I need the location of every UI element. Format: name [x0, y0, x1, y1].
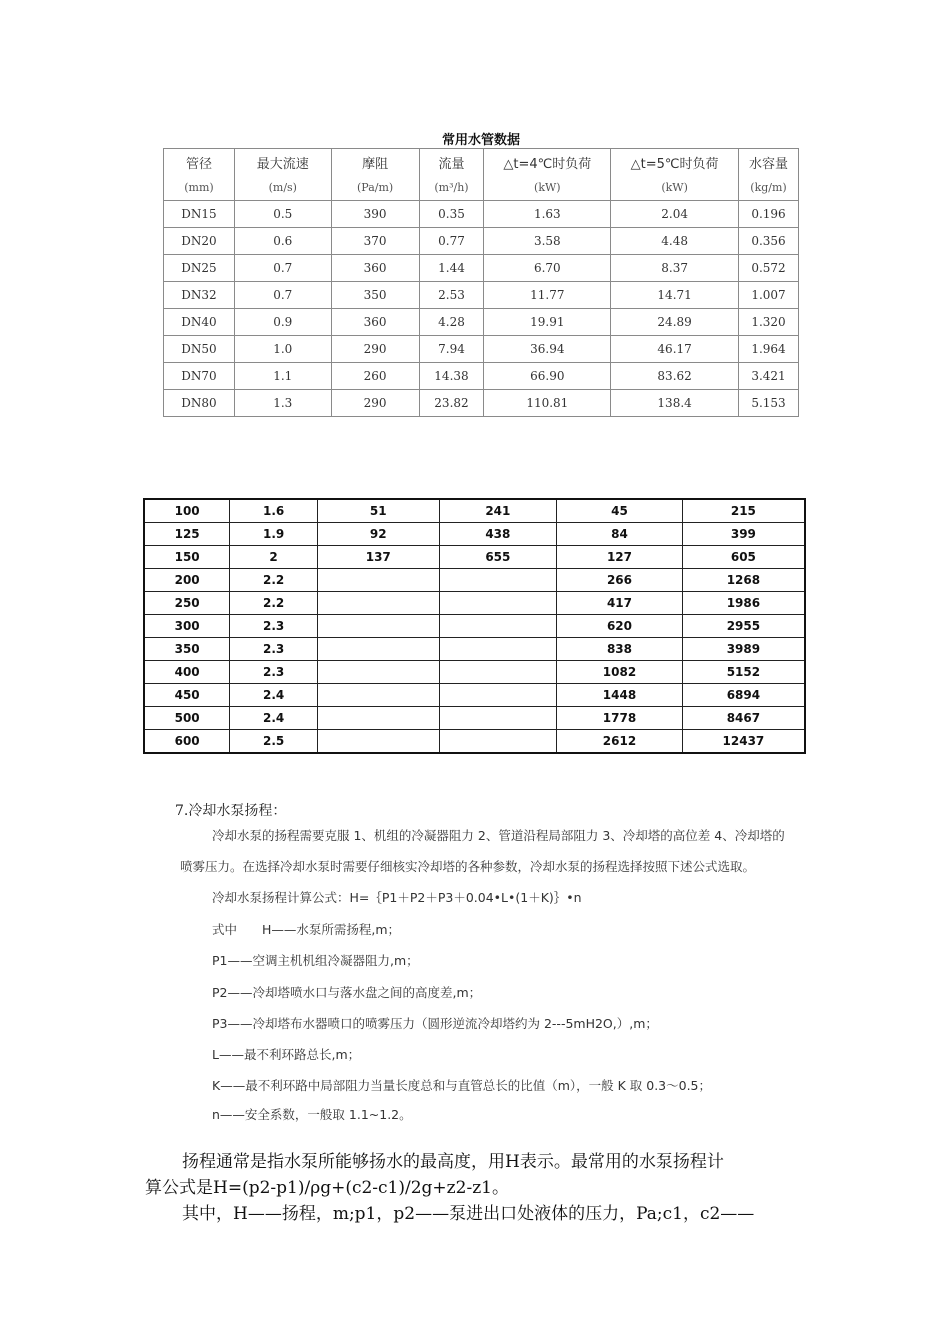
- table1-cell: 14.38: [419, 363, 484, 390]
- table2-row: [144, 592, 805, 615]
- table2-cell: 1.9: [230, 523, 318, 546]
- body-text-line: 算公式是H=(p2-p1)/ρg+(c2-c1)/2g+z2-z1。: [145, 1178, 509, 1198]
- table2-cell: 600: [144, 730, 230, 754]
- table2-row: [144, 707, 805, 730]
- table2-cell: 12437: [682, 730, 805, 754]
- table2-row: [144, 638, 805, 661]
- table1-header-cell: 水容量: [739, 149, 799, 176]
- table2-cell: 125: [144, 523, 230, 546]
- table1-row: [164, 336, 799, 363]
- table1-row: [164, 282, 799, 309]
- table1-row: [164, 255, 799, 282]
- table1-cell: 14.71: [611, 282, 739, 309]
- table2-row: [144, 615, 805, 638]
- pipe-data-table: [163, 148, 799, 417]
- table1-cell: 1.3: [234, 390, 331, 417]
- table2-cell: 250: [144, 592, 230, 615]
- table2-cell: 400: [144, 661, 230, 684]
- table2-cell: [439, 730, 557, 754]
- table2-cell: 45: [557, 499, 683, 523]
- table2-cell: 2: [230, 546, 318, 569]
- table2-cell: [439, 592, 557, 615]
- table1-cell: 1.320: [739, 309, 799, 336]
- definition-line: L——最不利环路总长,m；: [212, 1047, 361, 1062]
- table1-row: [164, 201, 799, 228]
- table1-cell: 23.82: [419, 390, 484, 417]
- table2-cell: 450: [144, 684, 230, 707]
- table1-cell: 6.70: [484, 255, 611, 282]
- table1-cell: 370: [331, 228, 419, 255]
- table1-cell: DN32: [164, 282, 235, 309]
- table1-cell: 11.77: [484, 282, 611, 309]
- table1-cell: 46.17: [611, 336, 739, 363]
- table1-cell: 1.964: [739, 336, 799, 363]
- table1-cell: DN20: [164, 228, 235, 255]
- table2-cell: 266: [557, 569, 683, 592]
- table1-cell: 0.9: [234, 309, 331, 336]
- table1-cell: DN80: [164, 390, 235, 417]
- definition-line: P2——冷却塔喷水口与落水盘之间的高度差,m；: [212, 985, 482, 1000]
- large-pipe-data-table: [143, 498, 806, 754]
- table2-cell: 6894: [682, 684, 805, 707]
- table2-cell: 1986: [682, 592, 805, 615]
- table2-cell: 500: [144, 707, 230, 730]
- table1-cell: 0.196: [739, 201, 799, 228]
- table2-cell: [439, 615, 557, 638]
- table1-cell: 1.0: [234, 336, 331, 363]
- table1-cell: 0.35: [419, 201, 484, 228]
- table1-cell: 360: [331, 309, 419, 336]
- table1-cell: DN70: [164, 363, 235, 390]
- table2-cell: 438: [439, 523, 557, 546]
- table1-cell: DN50: [164, 336, 235, 363]
- table1-unit-cell: (kg/m): [739, 175, 799, 201]
- table2-cell: 150: [144, 546, 230, 569]
- table1-cell: 0.356: [739, 228, 799, 255]
- body-text-line: 扬程通常是指水泵所能够扬水的最高度，用H表示。最常用的水泵扬程计: [182, 1152, 724, 1172]
- table1-row: [164, 363, 799, 390]
- table2-cell: 417: [557, 592, 683, 615]
- table1-header-cell: 管径: [164, 149, 235, 176]
- table1-cell: 360: [331, 255, 419, 282]
- table1-cell: 24.89: [611, 309, 739, 336]
- table2-cell: 2955: [682, 615, 805, 638]
- table2-cell: 300: [144, 615, 230, 638]
- table2-cell: 92: [317, 523, 439, 546]
- table2-cell: 1.6: [230, 499, 318, 523]
- formula-line: 冷却水泵扬程计算公式：H=｛P1＋P2＋P3＋0.04•L•(1＋K)｝•n: [212, 890, 582, 905]
- table2-cell: 2.2: [230, 569, 318, 592]
- table1-cell: 2.04: [611, 201, 739, 228]
- table1-cell: 83.62: [611, 363, 739, 390]
- table1-unit-cell: (mm): [164, 175, 235, 201]
- table1-units-row: [164, 175, 799, 201]
- table2-cell: 2.4: [230, 707, 318, 730]
- table2-cell: 399: [682, 523, 805, 546]
- table2-row: [144, 661, 805, 684]
- table2-cell: 1082: [557, 661, 683, 684]
- table2-cell: 2612: [557, 730, 683, 754]
- table1-unit-cell: (kW): [484, 175, 611, 201]
- table2-cell: [317, 661, 439, 684]
- table1-cell: 8.37: [611, 255, 739, 282]
- table1-cell: 5.153: [739, 390, 799, 417]
- table1-cell: 1.44: [419, 255, 484, 282]
- table1-unit-cell: (kW): [611, 175, 739, 201]
- definition-line: P1——空调主机机组冷凝器阻力,m；: [212, 953, 419, 968]
- table1-row: [164, 390, 799, 417]
- table1-cell: 1.007: [739, 282, 799, 309]
- table2-cell: [439, 661, 557, 684]
- table2-cell: [439, 638, 557, 661]
- table1-cell: 7.94: [419, 336, 484, 363]
- table1-cell: DN40: [164, 309, 235, 336]
- definition-line: K——最不利环路中局部阻力当量长度总和与直管总长的比值（m），一般 K 取 0.3～0.5；: [212, 1078, 712, 1093]
- table1-cell: 36.94: [484, 336, 611, 363]
- table2-cell: 350: [144, 638, 230, 661]
- table2-cell: [317, 638, 439, 661]
- table2-cell: 620: [557, 615, 683, 638]
- table2-cell: [439, 707, 557, 730]
- table2-cell: 2.5: [230, 730, 318, 754]
- table1-cell: DN15: [164, 201, 235, 228]
- table2-cell: 84: [557, 523, 683, 546]
- table2-cell: 1778: [557, 707, 683, 730]
- table1-cell: 390: [331, 201, 419, 228]
- table2-cell: 2.3: [230, 615, 318, 638]
- table1-cell: 110.81: [484, 390, 611, 417]
- table2-row: [144, 523, 805, 546]
- table1-header-cell: △t=5℃时负荷: [611, 149, 739, 176]
- table1-unit-cell: (Pa/m): [331, 175, 419, 201]
- table2-cell: 2.3: [230, 661, 318, 684]
- table1-cell: 0.77: [419, 228, 484, 255]
- table1-cell: 138.4: [611, 390, 739, 417]
- table2-cell: [317, 730, 439, 754]
- table2-row: [144, 499, 805, 523]
- table1-cell: 260: [331, 363, 419, 390]
- table1-header-row: [164, 149, 799, 176]
- table1-cell: 4.48: [611, 228, 739, 255]
- table2-cell: 137: [317, 546, 439, 569]
- table1-cell: DN25: [164, 255, 235, 282]
- table1-header-cell: 流量: [419, 149, 484, 176]
- table1-cell: 4.28: [419, 309, 484, 336]
- table2-cell: [317, 615, 439, 638]
- table2-row: [144, 684, 805, 707]
- table1-cell: 66.90: [484, 363, 611, 390]
- definition-line: P3——冷却塔布水器喷口的喷雾压力（圆形逆流冷却塔约为 2---5mH2O,）,m；: [212, 1016, 658, 1031]
- table1-cell: 2.53: [419, 282, 484, 309]
- table1-title: 常用水管数据: [441, 133, 520, 148]
- table1-header-cell: 摩阻: [331, 149, 419, 176]
- table2-cell: [317, 707, 439, 730]
- table2-cell: 605: [682, 546, 805, 569]
- table2-row: [144, 730, 805, 754]
- definition-line: 式中 H——水泵所需扬程,m；: [212, 922, 401, 937]
- table1-header-cell: △t=4℃时负荷: [484, 149, 611, 176]
- table2-cell: 5152: [682, 661, 805, 684]
- table2-row: [144, 546, 805, 569]
- body-text-line: 其中，H——扬程，m;p1，p2——泵进出口处液体的压力，Pa;c1，c2——: [182, 1204, 755, 1224]
- table1-cell: 0.572: [739, 255, 799, 282]
- table2-cell: 200: [144, 569, 230, 592]
- table1-cell: 0.7: [234, 255, 331, 282]
- table2-row: [144, 569, 805, 592]
- table1-cell: 290: [331, 390, 419, 417]
- table1-header-cell: 最大流速: [234, 149, 331, 176]
- table2-cell: 1268: [682, 569, 805, 592]
- table1-cell: 3.421: [739, 363, 799, 390]
- table1-cell: 3.58: [484, 228, 611, 255]
- table2-cell: 241: [439, 499, 557, 523]
- table2-cell: 3989: [682, 638, 805, 661]
- table1-unit-cell: (m/s): [234, 175, 331, 201]
- table2-cell: [439, 684, 557, 707]
- table2-cell: [317, 569, 439, 592]
- table1-row: [164, 228, 799, 255]
- table2-cell: [317, 684, 439, 707]
- table1-unit-cell: (m³/h): [419, 175, 484, 201]
- table1-cell: 0.6: [234, 228, 331, 255]
- table2-cell: [439, 569, 557, 592]
- table1-cell: 0.5: [234, 201, 331, 228]
- section-text-line: 冷却水泵的扬程需要克服 1、机组的冷凝器阻力 2、管道沿程局部阻力 3、冷却塔的高位差 4、冷却塔的: [212, 828, 785, 843]
- section-title: 7.冷却水泵扬程：: [175, 803, 287, 819]
- table1-cell: 1.1: [234, 363, 331, 390]
- table2-cell: 51: [317, 499, 439, 523]
- table2-cell: [317, 592, 439, 615]
- table2-cell: 127: [557, 546, 683, 569]
- table2-cell: 100: [144, 499, 230, 523]
- table2-cell: 215: [682, 499, 805, 523]
- definition-line: n——安全系数，一般取 1.1~1.2。: [212, 1107, 412, 1122]
- table1-cell: 1.63: [484, 201, 611, 228]
- table1-row: [164, 309, 799, 336]
- table1-cell: 290: [331, 336, 419, 363]
- table1-cell: 350: [331, 282, 419, 309]
- section-text-line: 喷雾压力。在选择冷却水泵时需要仔细核实冷却塔的各种参数，冷却水泵的扬程选择按照下述公式选取。: [180, 859, 756, 874]
- table2-cell: 2.2: [230, 592, 318, 615]
- table1-cell: 19.91: [484, 309, 611, 336]
- table2-cell: 1448: [557, 684, 683, 707]
- table1-cell: 0.7: [234, 282, 331, 309]
- table2-cell: 838: [557, 638, 683, 661]
- table2-cell: 655: [439, 546, 557, 569]
- table2-cell: 2.4: [230, 684, 318, 707]
- table2-cell: 8467: [682, 707, 805, 730]
- table2-cell: 2.3: [230, 638, 318, 661]
